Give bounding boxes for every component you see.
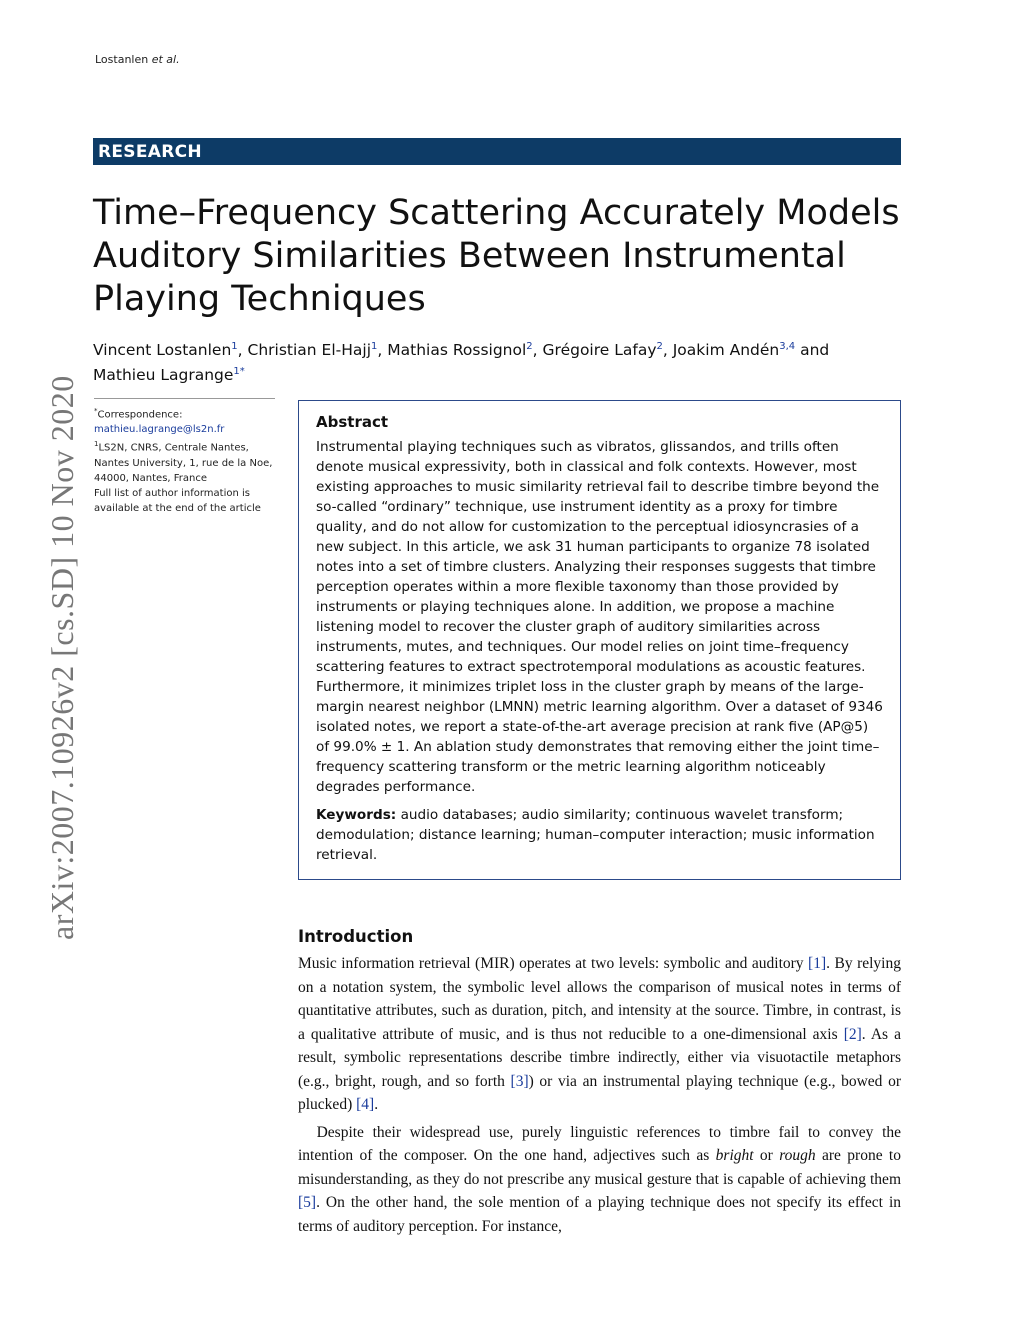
keywords-text: audio databases; audio similarity; continuous wavelet transform; demodulation; distance learning; human–computer interaction; music information retrieval. (316, 807, 875, 863)
affiliation-text: LS2N, CNRS, Centrale Nantes, Nantes University, 1, rue de la Noe, 44000, Nantes, France (94, 442, 273, 484)
citation-link[interactable]: [5] (298, 1194, 317, 1211)
abstract-heading: Abstract (316, 413, 389, 431)
paragraph-text: . By relying on a notation system, the symbolic level allows the comparison of musical notes in terms of quantitative attributes, such as duration, pitch, and intensity at the source. Timbre, in contrast, is a qualitative attribute of music, and is thus not reducible to a one-dimensional axis (298, 955, 901, 1043)
author-affiliation-mark: 1* (233, 366, 245, 378)
citation-link[interactable]: [3] (510, 1072, 529, 1090)
section-label: RESEARCH (98, 142, 202, 162)
correspondence-label: Correspondence: (97, 409, 183, 421)
emphasis-text: rough (779, 1147, 816, 1164)
author-list: Vincent Lostanlen$^1$, Christian El-Hajj$^1$, Mathias Rossignol$^2$, Grégoire Lafay$^2$, Joakim Andén$^{3,4}$ and Mathieu Lagrange$^{1*}$ (93, 341, 830, 385)
paragraph-text: ) or via an instrumental playing technique (e.g., bowed or plucked) (298, 1072, 901, 1113)
section-label-bar (93, 138, 901, 165)
arxiv-stamp: arXiv:2007.10926v2 [cs.SD] 10 Nov 2020 (44, 375, 80, 940)
paragraph-text: Despite their widespread use, purely linguistic references to timbre fail to convey the intention of the composer. On the one hand, adjectives such as (298, 1123, 901, 1164)
introduction-body (298, 952, 901, 1238)
running-head (95, 53, 180, 66)
keywords-label: Keywords: (316, 807, 397, 823)
paragraph-text: . (374, 1096, 379, 1113)
author-name: Christian El-Hajj (247, 341, 372, 360)
author-affiliation-mark: 2 (656, 341, 663, 352)
paragraph-text: . On the other hand, the sole mention of a playing technique does not specify its effect in terms of auditory perception. For instance, (298, 1194, 901, 1235)
author-affiliation-mark: 2 (526, 341, 533, 352)
correspondence-line (94, 404, 275, 422)
abstract-text: Instrumental playing techniques such as vibratos, glissandos, and trills often denote musical expressivity, both in classical and folk contexts. However, most existing approaches to music similarity retrieval fail to describe timbre beyond the so-called “ordinary” technique, use instrument identity as a proxy for timbre quality, and do not allow for customization to the perceptual idiosyncrasies of a new subject. In this article, we ask 31 human participants to organize 78 isolated notes into a set of timbre clusters. Analyzing their responses suggests that timbre perception operates within a more flexible taxonomy than those provided by instruments or playing techniques alone. In addition, we propose a machine listening model to recover the cluster graph of auditory similarities across instruments, mutes, and techniques. Our model relies on joint time–frequency scattering features to extract spectrotemporal modulations as acoustic features. Furthermore, it minimizes triplet loss in the cluster graph by means of the large-margin nearest neighbor (LMNN) metric learning algorithm. Over a dataset of 9346 isolated notes, we report a state-of-the-art average precision at rank five (AP@5) of 99.0% ± 1. An ablation study demonstrates that removing either the joint time–frequency scattering transform or the metric learning algorithm noticeably degrades performance. (316, 439, 883, 795)
correspondence-mark: * (94, 407, 98, 415)
author-affiliation-mark: 1 (231, 341, 238, 352)
author-affiliation-mark: 1 (371, 341, 378, 352)
introduction-heading: Introduction (298, 927, 414, 946)
running-head-etal: et al. (151, 53, 180, 66)
citation-link[interactable]: [2] (843, 1025, 862, 1043)
paper-title: Time–Frequency Scattering Accurately Models Auditory Similarities Between Instrumental Playing Techniques (93, 193, 900, 319)
citation-link[interactable]: [1] (808, 955, 827, 972)
author-name: Mathias Rossignol (387, 341, 527, 360)
abstract-box (298, 400, 901, 880)
author-info-note: Full list of author information is available at the end of the article (94, 487, 261, 514)
paragraph-text: or (753, 1147, 780, 1164)
emphasis-text: bright (715, 1147, 754, 1164)
keywords-line (316, 805, 883, 865)
paragraph-text: . As a result, symbolic representations describe timbre indirectly, either via visuotactile metaphors (e.g., bright, rough, and so forth (298, 1025, 902, 1090)
author-name: Vincent Lostanlen (93, 341, 232, 360)
introduction-paragraph-2 (298, 1121, 901, 1239)
affiliation-mark: 1 (94, 440, 99, 449)
author-name: Joakim Andén (672, 341, 780, 360)
author-info-sidebar (94, 398, 275, 516)
introduction-paragraph-1 (298, 952, 901, 1117)
author-name: Mathieu Lagrange (93, 366, 234, 385)
citation-link[interactable]: [4] (356, 1096, 375, 1113)
affiliation-line (94, 437, 275, 485)
correspondence-email-link[interactable]: mathieu.lagrange@ls2n.fr (94, 424, 225, 436)
author-name: Grégoire Lafay (542, 341, 657, 360)
author-affiliation-mark: 3,4 (779, 341, 796, 352)
running-head-author: Lostanlen (95, 53, 149, 66)
paragraph-text: Music information retrieval (MIR) operates at two levels: symbolic and auditory (298, 955, 809, 972)
paragraph-text: are prone to misunderstanding, as they do not prescribe any musical gesture that is capable of achieving them (298, 1147, 901, 1188)
author-conjunction: and (800, 341, 830, 360)
